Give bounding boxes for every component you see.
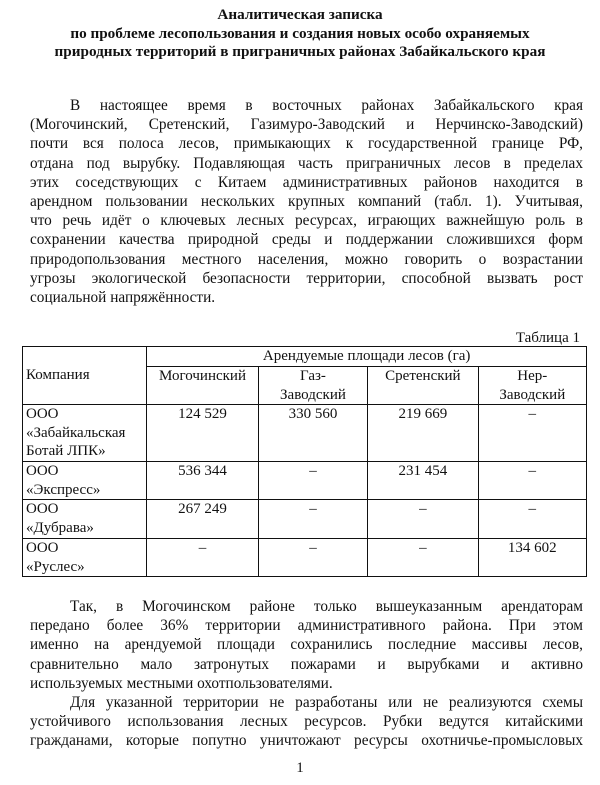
company-cell	[23, 500, 147, 539]
header-company: Компания	[23, 347, 147, 405]
document-title	[0, 6, 600, 62]
company-line: Ботай ЛПК»	[26, 443, 106, 459]
company-line: ООО	[26, 406, 59, 422]
company-line: «Дубрава»	[26, 519, 94, 536]
value-cell: 231 454	[368, 462, 478, 500]
company-cell	[23, 539, 147, 577]
paragraph-schemes	[30, 693, 583, 751]
title-line: Аналитическая записка	[217, 6, 383, 23]
text-line: устойчивого использования лесных ресурсов. Рубки ведутся китайскими	[30, 713, 583, 731]
value-cell: 134 602	[478, 539, 586, 577]
header-column	[478, 367, 586, 405]
value-cell: –	[258, 539, 367, 577]
text-line: передано более 36% территории административного района. При этом	[30, 617, 583, 635]
text-line: В настоящее время в восточных районах Забайкальского края	[70, 97, 583, 114]
table-caption: Таблица 1	[515, 330, 580, 346]
value-cell: 536 344	[147, 462, 259, 500]
value-cell: –	[258, 500, 367, 539]
company-line: «Руслес»	[26, 558, 85, 575]
header-column	[147, 367, 259, 405]
paragraph-intro	[30, 96, 583, 307]
header-line: Заводский	[280, 386, 346, 403]
text-line: Для указанной территории не разработаны или не реализуются схемы	[70, 694, 583, 711]
text-line: социальной напряжённости.	[30, 288, 216, 306]
text-line: сравнительно мало затронутых пожарами и вырубками и активно	[30, 655, 583, 673]
text-line: почти вся полоса лесов, примыкающих к государственной границе РФ,	[30, 135, 583, 153]
text-line: что речь идёт о ключевых лесных ресурсах, играющих важнейшую роль в	[30, 212, 583, 230]
value-cell: –	[478, 500, 586, 539]
value-cell: 124 529	[147, 405, 259, 462]
table-row	[23, 539, 587, 577]
page-number: 1	[296, 760, 304, 776]
text-line: отдана под вырубку. Подавляющая часть приграничных лесов в пределах	[30, 154, 583, 172]
text-line: используемых местными охотпользователями.	[30, 674, 333, 692]
value-cell: –	[368, 500, 478, 539]
value-cell: 219 669	[368, 405, 478, 462]
header-column	[258, 367, 367, 405]
company-line: ООО	[26, 501, 59, 517]
text-line: этих соседствующих с Китаем административных районов находится в	[30, 173, 583, 191]
table-row	[23, 405, 587, 462]
text-line: природопользования местного населения, можно говорить о возрастании	[30, 250, 583, 268]
paragraph-mogocha	[30, 597, 583, 693]
company-cell	[23, 462, 147, 500]
value-cell: 267 249	[147, 500, 259, 539]
text-line: гражданами, которые попутно уничтожают ресурсы охотничье-промысловых	[30, 732, 583, 750]
value-cell: –	[258, 462, 367, 500]
text-line: арендном пользовании нескольких крупных компаний (табл. 1). Учитывая,	[30, 192, 583, 210]
lease-table	[22, 346, 587, 577]
title-line: по проблеме лесопользования и создания новых особо охраняемых	[70, 24, 530, 42]
value-cell: –	[478, 405, 586, 462]
header-line: Нер-	[517, 368, 548, 384]
table-row	[23, 500, 587, 539]
value-cell: –	[478, 462, 586, 500]
text-line: именно на арендуемой площади сохранились последние массивы лесов,	[30, 636, 583, 654]
company-line: «Забайкальская	[26, 424, 126, 441]
text-line: угрозы экологической безопасности территории, способной вызвать рост	[30, 269, 583, 287]
header-group: Арендуемые площади лесов (га)	[147, 347, 587, 367]
title-line: природных территорий в приграничных районах Забайкальского края	[54, 43, 546, 60]
header-column	[368, 367, 478, 405]
header-line: Могочинский	[159, 368, 246, 384]
header-line: Сретенский	[385, 368, 461, 384]
header-line: Заводский	[499, 386, 566, 403]
company-line: ООО	[26, 540, 59, 556]
text-line: сохранении качества природной среды и поддержании сложившихся форм	[30, 231, 583, 249]
header-line: Газ-	[300, 368, 326, 384]
table-row	[23, 462, 587, 500]
text-line: Так, в Могочинском районе только вышеуказанным арендаторам	[70, 598, 583, 615]
value-cell: –	[368, 539, 478, 577]
text-line: (Могочинский, Сретенский, Газимуро-Заводский и Нерчинско-Заводский)	[30, 116, 583, 134]
value-cell: 330 560	[258, 405, 367, 462]
company-line: «Экспресс»	[26, 481, 101, 498]
company-cell	[23, 405, 147, 462]
company-line: ООО	[26, 463, 59, 479]
value-cell: –	[147, 539, 259, 577]
